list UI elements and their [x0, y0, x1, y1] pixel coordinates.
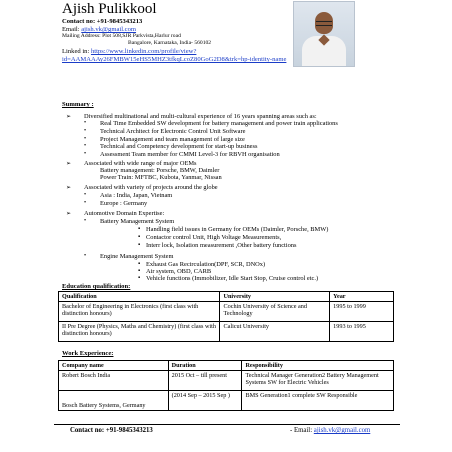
- summary-item: Real Time Embedded SW development for battery management and power train applications: [100, 120, 338, 127]
- work-cell: (2014 Sep – 2015 Sep ): [168, 391, 242, 411]
- summary-item: Vehicle functions (Immobilizer, Idle Start Stop, Cruise control etc.): [146, 275, 319, 282]
- footer-email-line: [290, 427, 370, 435]
- linkedin-link-part-1[interactable]: https://www.linkedin.com/profile/view?: [90, 48, 197, 55]
- summary-item: Air system, OBD, CARB: [146, 268, 212, 275]
- footer-divider: [54, 424, 400, 425]
- work-cell: Bosch Battery Systems, Germany: [59, 391, 169, 411]
- email-link[interactable]: ajish.vk@gmail.com: [81, 26, 137, 33]
- summary-item: Associated with wide range of major OEMs: [84, 160, 197, 167]
- summary-title: Summary :: [62, 101, 94, 108]
- summary-item: Assessment Team member for CMMI Level-3 for RBVH organisation: [100, 151, 280, 158]
- work-experience-table: [58, 360, 394, 411]
- education-header-qualification: Qualification: [59, 292, 220, 302]
- work-cell: Technical Manager Generation2 Battery Management Systems SW for Electric Vehicles: [242, 371, 394, 391]
- table-row: [59, 302, 394, 322]
- education-cell: Cochin University of Science and Technology: [220, 302, 330, 322]
- square-bullet-icon: ▪: [138, 225, 141, 232]
- education-header-year: Year: [330, 292, 394, 302]
- footer-contact-number: Contact no: +91-9845343213: [70, 427, 153, 434]
- profile-photo: [293, 1, 355, 67]
- arrow-bullet-icon: ➢: [66, 160, 72, 167]
- education-cell: Calicut University: [220, 322, 330, 342]
- education-header-row: [59, 292, 394, 302]
- linkedin-label: Linked in:: [62, 48, 90, 55]
- summary-item: Interr lock, Isolation measurement ,Other battery functions: [146, 242, 297, 249]
- arrow-bullet-icon: ➢: [66, 113, 72, 120]
- education-title: Education qualification:: [62, 283, 131, 290]
- dot-bullet-icon: •: [84, 217, 87, 224]
- work-header-responsibility: Responsibility: [242, 361, 394, 371]
- dot-bullet-icon: •: [84, 150, 87, 157]
- table-row: [59, 371, 394, 391]
- work-header-duration: Duration: [168, 361, 242, 371]
- dot-bullet-icon: •: [84, 127, 87, 134]
- arrow-bullet-icon: ➢: [66, 210, 72, 217]
- footer-email-link[interactable]: ajish.vk@gmail.com: [313, 427, 371, 434]
- work-header-company: Company name: [59, 361, 169, 371]
- education-cell: Bachelor of Engineering in Electronics (first class with distinction honours): [59, 302, 220, 322]
- summary-item: Technical Architect for Electronic Control Unit Software: [100, 128, 246, 135]
- linkedin-line: [62, 48, 196, 56]
- summary-item: Contactor control Unit, High Voltage Measurements,: [146, 234, 282, 241]
- summary-item: Power Train: MFTBC, Kubota, Yanmar, Nissan: [100, 174, 222, 181]
- email-label: Email:: [62, 26, 80, 33]
- summary-item: Diversified multinational and multi-cultural experience of 16 years spanning areas such as:: [84, 113, 317, 120]
- education-table: [58, 291, 394, 342]
- work-cell: BMS Generation1 complete SW Responsible: [242, 391, 394, 411]
- contact-number: Contact no: +91-9845343213: [62, 18, 143, 25]
- education-cell: 1993 to 1995: [330, 322, 394, 342]
- dot-bullet-icon: •: [84, 119, 87, 126]
- education-header-university: University: [220, 292, 330, 302]
- arrow-bullet-icon: ➢: [66, 184, 72, 191]
- summary-item: Exhaust Gas Recirculation(DPF, SCR, DNOx): [146, 261, 266, 268]
- education-cell: II Pre Degree (Physics, Maths and Chemistry) (first class with distinction honours): [59, 322, 220, 342]
- summary-item: Automotive Domain Expertise:: [84, 210, 165, 217]
- summary-item: Battery management: Porsche, BMW, Daimler: [100, 167, 220, 174]
- square-bullet-icon: ▪: [138, 241, 141, 248]
- summary-item: Associated with variety of projects around the globe: [84, 184, 218, 191]
- dot-bullet-icon: •: [84, 142, 87, 149]
- summary-item: Technical and Competency development for start-up business: [100, 143, 258, 150]
- table-row: [59, 322, 394, 342]
- footer-email-label: - Email:: [290, 427, 313, 434]
- linkedin-link-part-2[interactable]: id=AAMAAAy26FMBW15eHS5MHZ3tfkqLcoZ80GoG2D8&trk=hp-identity-name: [62, 56, 287, 63]
- dot-bullet-icon: •: [84, 135, 87, 142]
- table-row: [59, 391, 394, 411]
- summary-item: Engine Management System: [100, 253, 174, 260]
- summary-item: Battery Management System: [100, 218, 175, 225]
- summary-item: Europe : Germany: [100, 200, 148, 207]
- square-bullet-icon: ▪: [138, 260, 141, 267]
- summary-item: Project Management and team management of large size: [100, 136, 245, 143]
- summary-item: Handling field issues in Germany for OEMs (Daimler, Porsche, BMW): [146, 226, 329, 233]
- dot-bullet-icon: •: [84, 252, 87, 259]
- summary-item: Asia : India, Japan, Vietnam: [100, 192, 173, 199]
- address-line-1: Mailing Address: Plot 508,SJR Parkvista,Harlur road: [62, 33, 181, 39]
- square-bullet-icon: ▪: [138, 274, 141, 281]
- address-line-2: Bangalore, Karnataka, India- 560102: [128, 40, 212, 46]
- work-header-row: [59, 361, 394, 371]
- work-cell: 2015 Oct – till present: [168, 371, 242, 391]
- square-bullet-icon: ▪: [138, 267, 141, 274]
- candidate-name: Ajish Pulikkool: [62, 1, 157, 17]
- dot-bullet-icon: •: [84, 199, 87, 206]
- education-cell: 1995 to 1999: [330, 302, 394, 322]
- work-cell: Robert Bosch India: [59, 371, 169, 391]
- dot-bullet-icon: •: [84, 191, 87, 198]
- square-bullet-icon: ▪: [138, 233, 141, 240]
- work-experience-title: Work Experience:: [62, 350, 114, 357]
